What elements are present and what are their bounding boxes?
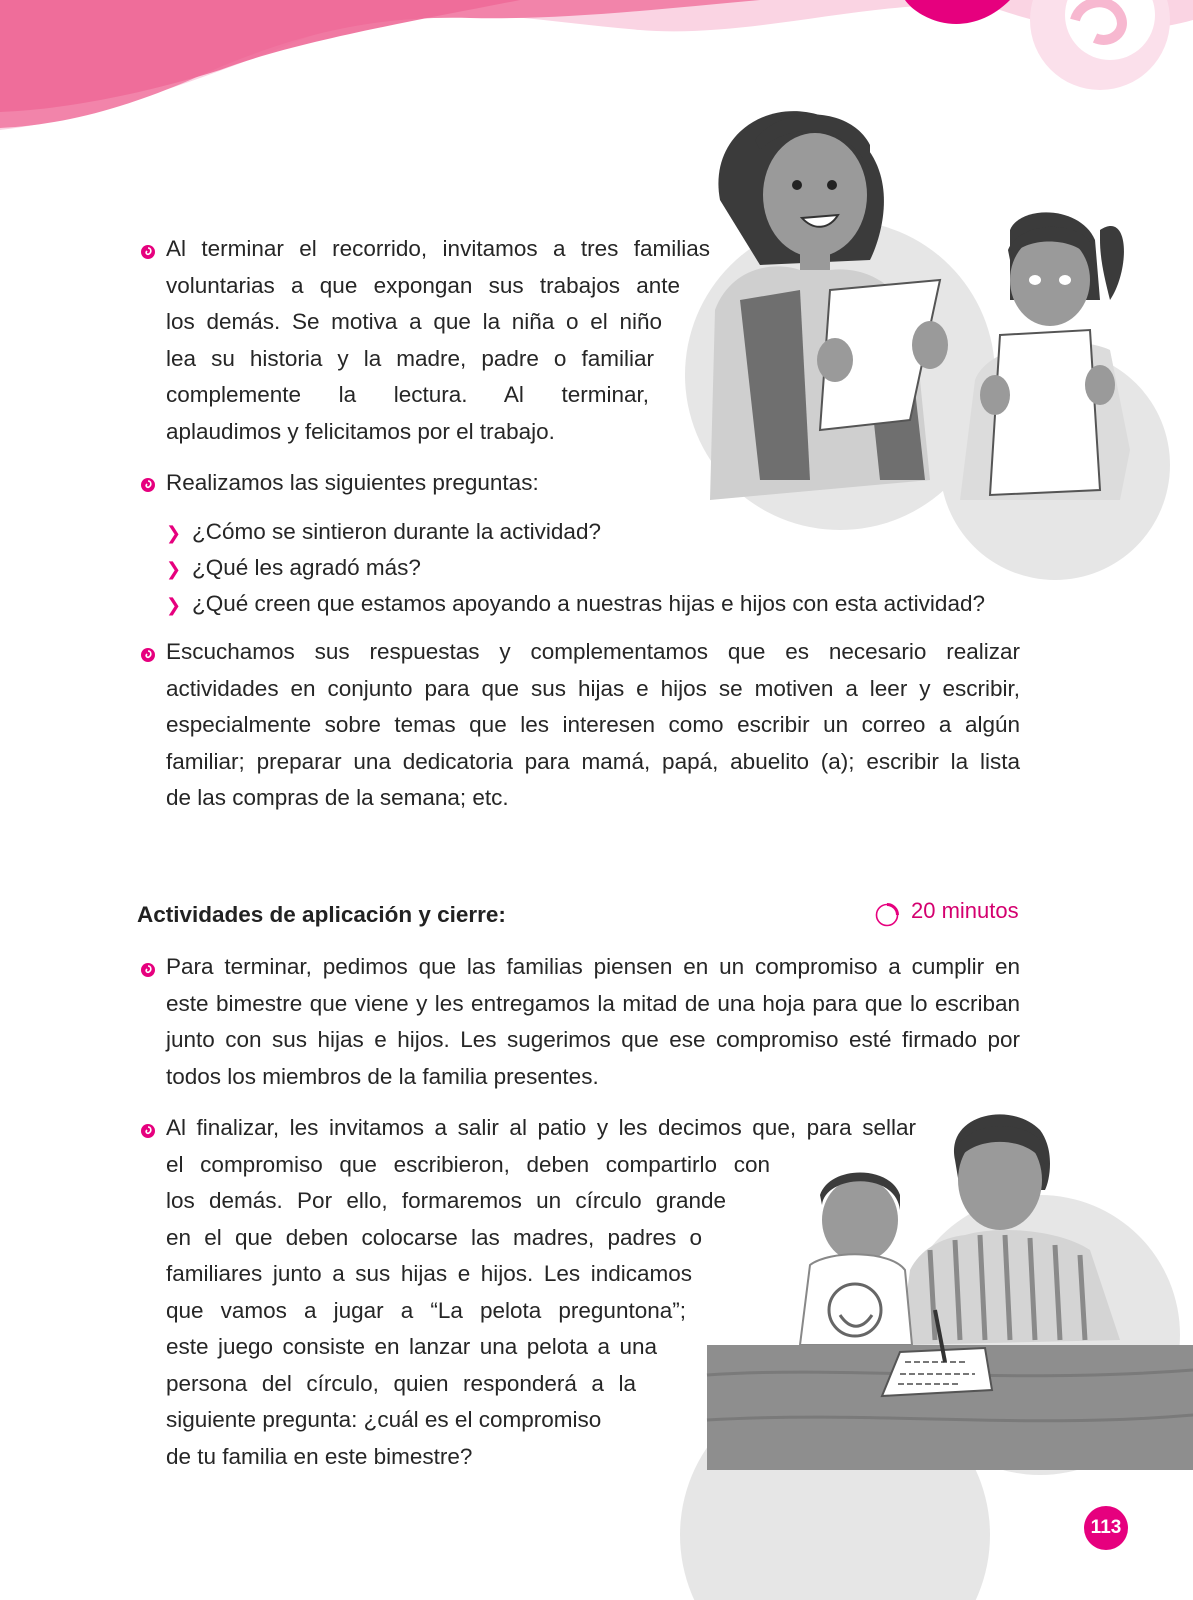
intro-bullet-3-text [166, 634, 1020, 817]
text-line: familiares junto a sus hijas e hijos. Les indicamos [166, 1261, 692, 1286]
text-line: este bimestre que viene y les entregamos la mitad de una hoja para que lo escriban [166, 990, 1020, 1016]
closing-bullet-2-text [166, 1110, 916, 1475]
question-item [166, 550, 421, 587]
closing-bullet-1-text [166, 949, 1020, 1095]
chevron-right-icon: ❯ [166, 559, 182, 579]
bullet-swirl-icon [140, 1123, 156, 1139]
text-line: complemente la lectura. Al terminar, [166, 382, 649, 407]
question-text: ¿Cómo se sintieron durante la actividad? [192, 519, 601, 544]
intro-bullet-1-text [166, 231, 710, 450]
text-line: que vamos a jugar a “La pelota preguntona”; [166, 1297, 686, 1323]
text-line: los demás. Se motiva a que la niña o el niño [166, 309, 662, 334]
bullet-swirl-icon [140, 244, 156, 260]
bullet-swirl-icon [140, 647, 156, 663]
text-line: voluntarias a que expongan sus trabajos ante [166, 272, 680, 298]
text-line: actividades en conjunto para que sus hijas e hijos se motiven a leer y escribir, [166, 675, 1020, 701]
clock-circle-icon [875, 903, 899, 927]
text-line: este juego consiste en lanzar una pelota a una [166, 1334, 657, 1359]
intro-bullet-2-text [166, 465, 539, 502]
chevron-right-icon: ❯ [166, 523, 182, 543]
text-line: lea su historia y la madre, padre o familiar [166, 345, 654, 371]
bullet-swirl-icon [140, 962, 156, 978]
text-line: junto con sus hijas e hijos. Les sugerimos que ese compromiso esté firmado por [166, 1027, 1020, 1052]
text-line: Escuchamos sus respuestas y complementamos que es necesario realizar [166, 639, 1020, 664]
father-figure [900, 1114, 1120, 1345]
question-item [166, 586, 985, 623]
bullet-swirl-icon [140, 477, 156, 493]
duration-label: 20 minutos [911, 898, 1019, 923]
chevron-right-icon: ❯ [166, 595, 182, 615]
text-line: el compromiso que escribieron, deben compartirlo con [166, 1151, 770, 1177]
text-line: especialmente sobre temas que les interesen como escribir un correo a algún [166, 712, 1020, 737]
text-line: Al finalizar, les invitamos a salir al patio y les decimos que, para sellar [166, 1115, 916, 1140]
text-line: Realizamos las siguientes preguntas: [166, 470, 539, 495]
text-line: de tu familia en este bimestre? [166, 1443, 473, 1469]
section-title: Actividades de aplicación y cierre: [137, 902, 506, 927]
page-number: 113 [1084, 1506, 1128, 1550]
text-line: familiar; preparar una dedicatoria para mamá, papá, abuelito (a); escribir la lista [166, 748, 1020, 774]
text-line: los demás. Por ello, formaremos un círculo grande [166, 1188, 726, 1213]
question-text: ¿Qué les agradó más? [192, 555, 421, 580]
text-line: en el que deben colocarse las madres, padres o [166, 1224, 702, 1250]
text-line: Al terminar el recorrido, invitamos a tres familias [166, 236, 710, 261]
text-line: de las compras de la semana; etc. [166, 785, 509, 810]
text-line: aplaudimos y felicitamos por el trabajo. [166, 418, 555, 444]
question-item [166, 514, 601, 551]
text-line: siguiente pregunta: ¿cuál es el compromiso [166, 1407, 602, 1432]
text-line: Para terminar, pedimos que las familias piensen en un compromiso a cumplir en [166, 954, 1020, 979]
text-line: todos los miembros de la familia presentes. [166, 1063, 599, 1089]
text-line: persona del círculo, quien responderá a la [166, 1370, 636, 1396]
question-text: ¿Qué creen que estamos apoyando a nuestras hijas e hijos con esta actividad? [192, 591, 985, 616]
